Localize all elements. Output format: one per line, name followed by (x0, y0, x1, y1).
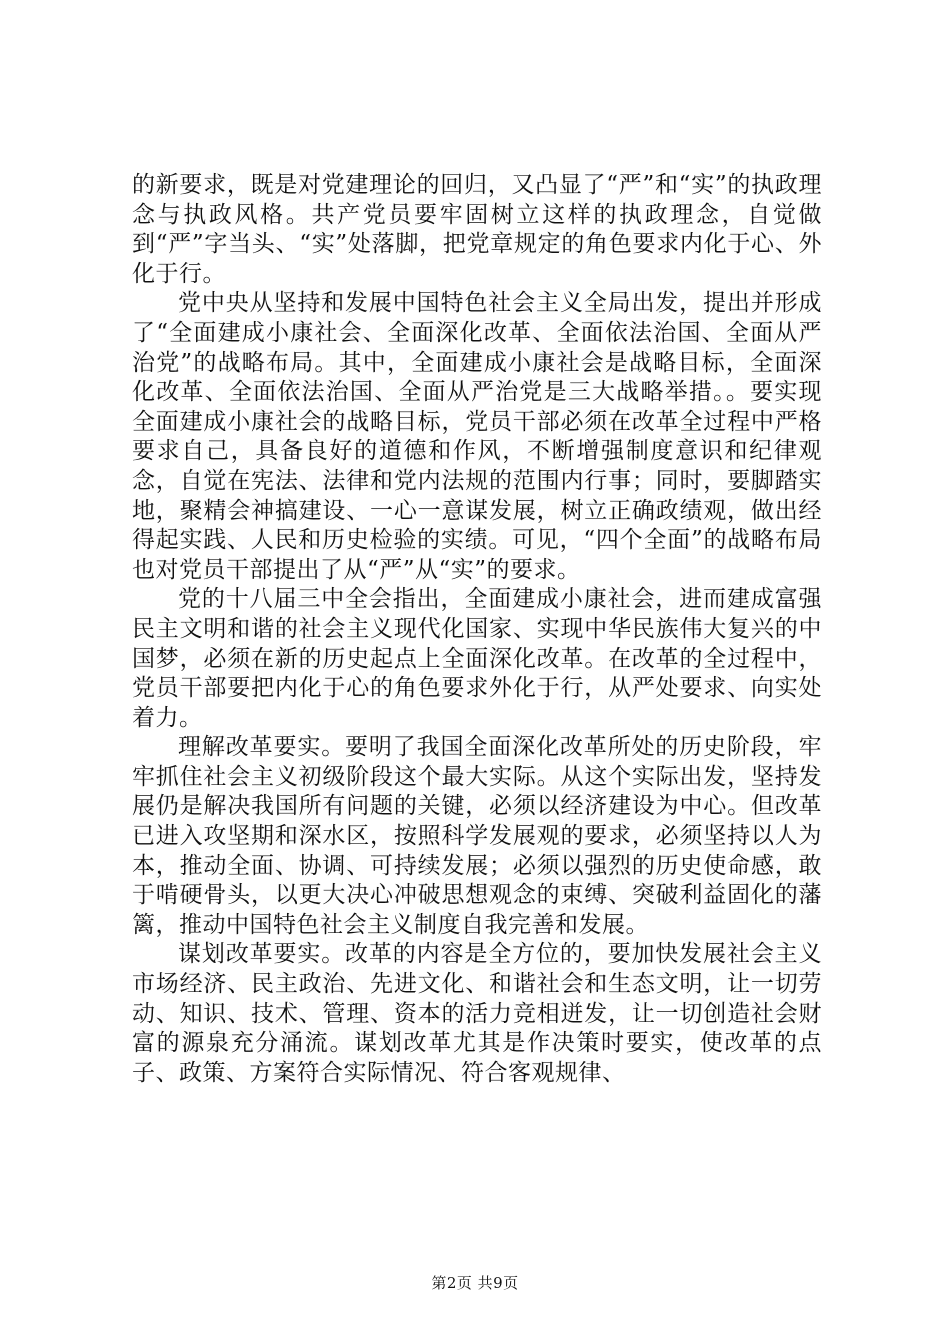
paragraph: 党中央从坚持和发展中国特色社会主义全局出发，提出并形成了“全面建成小康社会、全面深化改革、全面依法治国、全面从严治党”的战略布局。其中，全面建成小康社会是战略目标，全面深化改革、全面依法治国、全面从严治党是三大战略举措。。要实现全面建成小康社会的战略目标，党员干部必须在改革全过程中严格要求自己，具备良好的道德和作风，不断增强制度意识和纪律观念，自觉在宪法、法律和党内法规的范围内行事；同时，要脚踏实地，聚精会神搞建设、一心一意谋发展，树立正确政绩观，做出经得起实践、人民和历史检验的实绩。可见，“四个全面”的战略布局也对党员干部提出了从“严”从“实”的要求。 (132, 290, 822, 583)
paragraph: 党的十八届三中全会指出，全面建成小康社会，进而建成富强民主文明和谐的社会主义现代化国家、实现中华民族伟大复兴的中国梦，必须在新的历史起点上全面深化改革。在改革的全过程中，党员干部要把内化于心的角色要求外化于行，从严处要求、向实处着力。 (132, 586, 822, 731)
paragraph: 理解改革要实。要明了我国全面深化改革所处的历史阶段，牢牢抓住社会主义初级阶段这个最大实际。从这个实际出发，坚持发展仍是解决我国所有问题的关键，必须以经济建设为中心。但改革已进入攻坚期和深水区，按照科学发展观的要求，必须坚持以人为本，推动全面、协调、可持续发展；必须以强烈的历史使命感，敢于啃硬骨头，以更大决心冲破思想观念的束缚、突破利益固化的藩篱，推动中国特色社会主义制度自我完善和发展。 (132, 734, 822, 938)
paragraph: 的新要求，既是对党建理论的回归，又凸显了“严”和“实”的执政理念与执政风格。共产党员要牢固树立这样的执政理念，自觉做到“严”字当头、“实”处落脚，把党章规定的角色要求内化于心、外化于行。 (132, 172, 822, 287)
document-body (132, 171, 822, 1088)
paragraph: 谋划改革要实。改革的内容是全方位的，要加快发展社会主义市场经济、民主政治、先进文化、和谐社会和生态文明，让一切劳动、知识、技术、管理、资本的活力竞相迸发，让一切创造社会财富的源泉充分涌流。谋划改革尤其是作决策时要实，使改革的点子、政策、方案符合实际情况、符合客观规律、 (132, 941, 822, 1086)
page-number-footer: 第2页 共9页 (431, 1274, 519, 1292)
